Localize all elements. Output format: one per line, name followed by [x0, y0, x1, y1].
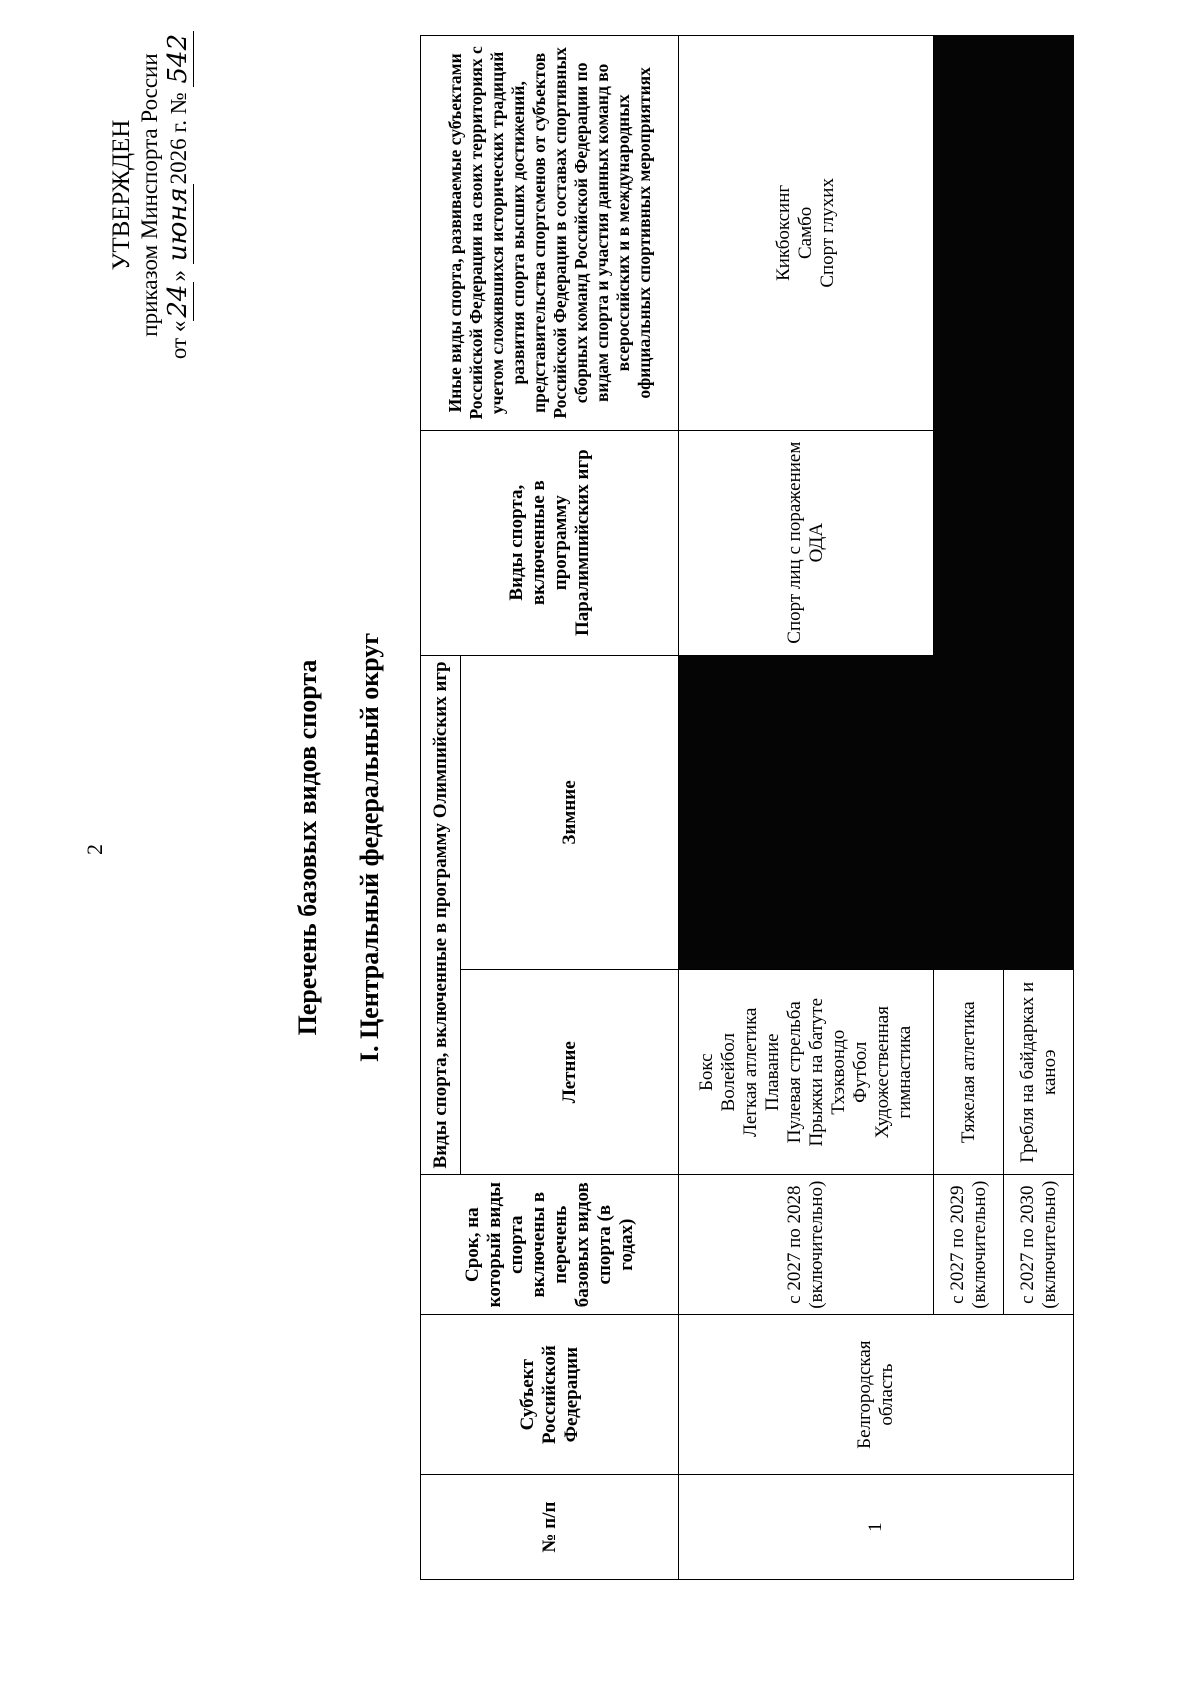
header-olympic: Виды спорта, включенные в программу Олимпийских игр	[421, 655, 461, 1175]
document-title: Перечень базовых видов спорта	[293, 659, 322, 1036]
date-prefix: от «	[166, 320, 191, 360]
handwritten-day: 24	[163, 282, 194, 321]
row-term-3: с 2027 по 2030 (включительно)	[1004, 1175, 1074, 1315]
base-sports-table	[420, 35, 1074, 1580]
header-summer: Летние	[461, 970, 679, 1175]
sport-item: Самбо	[795, 206, 816, 260]
sport-item: Художественная гимнастика	[872, 1006, 915, 1139]
handwritten-month: июня	[163, 184, 194, 264]
approval-order-line: приказом Минспорта России	[137, 53, 162, 337]
year-text: 2026 г. №	[166, 92, 191, 185]
summer-sports-list	[679, 970, 934, 1175]
date-mid: »	[166, 270, 191, 282]
sport-item: Плавание	[762, 1033, 783, 1112]
header-winter: Зимние	[461, 655, 679, 970]
sport-item: Футбол	[850, 1041, 871, 1103]
sport-item: Тхэквондо	[828, 1029, 849, 1115]
row-term-1: с 2027 по 2028 (включительно)	[679, 1175, 934, 1315]
sport-item: Прыжки на батуте	[806, 997, 827, 1147]
sport-item: Волейбол	[718, 1033, 739, 1112]
page-number: 2	[82, 844, 107, 855]
row-subject: Белгородская область	[679, 1315, 1074, 1475]
header-paralympic: Виды спорта, включенные в программу Паралимпийских игр	[421, 430, 679, 655]
redacted-block	[934, 36, 1074, 656]
other-sports-list	[679, 36, 934, 431]
row-term-2: с 2027 по 2029 (включительно)	[934, 1175, 1004, 1315]
sport-item: Спорт глухих	[817, 178, 838, 288]
district-heading: I. Центральный федеральный округ	[355, 632, 384, 1063]
sport-item: Кикбоксинг	[773, 184, 794, 281]
header-other: Иные виды спорта, развиваемые субъектами Российской Федерации на своих территориях с учетом сложившихся исторических традиций развития спорта высших достижений, представительства спортсменов от субъектов Российской Федерации в составах спортивных сборных команд Российской Федерации по видам спорта и участия данных команд во всероссийских и в международных официальных спортивных мероприятиях	[421, 36, 679, 431]
approval-heading: УТВЕРЖДЕН	[108, 119, 135, 271]
header-term: Срок, на который виды спорта включены в перечень базовых видов спорта (в годах)	[421, 1175, 679, 1315]
header-subject: Субъект Российской Федерации	[421, 1315, 679, 1475]
summer-sport-3: Гребля на байдарках и каноэ	[1004, 970, 1074, 1175]
handwritten-order-number: 542	[163, 31, 194, 87]
sport-item: Пулевая стрельба	[784, 1001, 805, 1144]
row-num: 1	[679, 1475, 1074, 1580]
sport-item: Легкая атлетика	[740, 1007, 761, 1137]
approval-stamp	[108, 30, 193, 360]
paralympic-sports: Спорт лиц с поражением ОДА	[679, 430, 934, 655]
approval-date-line	[164, 30, 193, 360]
winter-redacted-block	[679, 655, 1074, 970]
sport-item: Бокс	[696, 1053, 717, 1092]
summer-sport-2: Тяжелая атлетика	[934, 970, 1004, 1175]
header-num: № п/п	[421, 1475, 679, 1580]
